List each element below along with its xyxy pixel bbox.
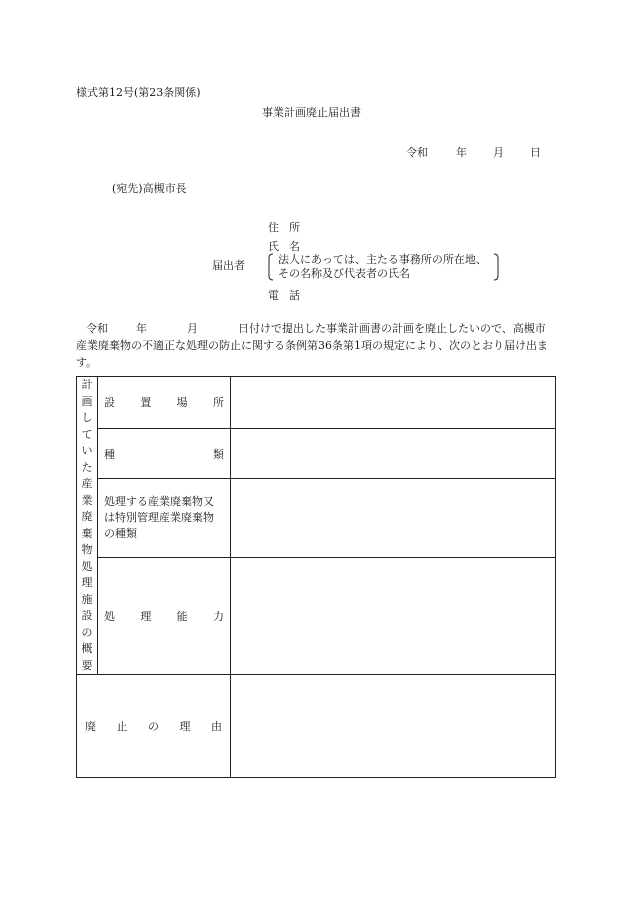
- capacity-label-char: 理: [140, 610, 152, 623]
- location-label-char: 所: [212, 396, 224, 410]
- reason-label-char: 由: [211, 720, 222, 733]
- group-label-char: 画: [81, 394, 93, 408]
- body-paragraph: 日付けで提出した事業計画書の計画を廃止したいので、高槻市産業廃棄物の不適正な処理の防止に関する条例第36条第1項の規定により、次のとおり届け出ます。: [76, 322, 548, 369]
- body-month: 月: [187, 322, 198, 335]
- type-value[interactable]: [231, 428, 556, 479]
- name-label: 氏名: [268, 240, 310, 253]
- reason-label-char: の: [148, 720, 159, 733]
- row-label-location: [98, 377, 231, 429]
- group-label-char: 施: [81, 592, 93, 606]
- group-label-char: 計: [81, 378, 93, 391]
- reason-label-char: 止: [116, 720, 128, 733]
- row-label-reason: [77, 675, 231, 778]
- group-label-char: 設: [81, 609, 93, 622]
- row-label-waste-type: 処理する産業廃棄物又は特別管理産業廃棄物の種類: [98, 479, 231, 558]
- group-label-char: 廃: [81, 510, 93, 523]
- group-label-char: て: [81, 427, 93, 441]
- address-label: 住所: [268, 221, 310, 234]
- type-label-char: 類: [213, 447, 224, 461]
- right-bracket-icon: [493, 253, 499, 281]
- reason-label-char: 理: [179, 720, 191, 733]
- row-label-capacity: [98, 558, 231, 675]
- capacity-label-char: 力: [212, 610, 224, 623]
- date-year: 年: [456, 146, 467, 159]
- corporate-note: [268, 253, 497, 281]
- capacity-label: [104, 608, 224, 624]
- location-label-char: 場: [176, 396, 188, 410]
- location-label-char: 置: [140, 396, 152, 410]
- group-label-char: 概: [81, 642, 93, 655]
- notifier-label: 届出者: [212, 259, 245, 272]
- capacity-label-char: 処: [104, 610, 115, 623]
- group-label-char: 業: [81, 493, 93, 507]
- facility-table: [76, 376, 556, 778]
- phone-label: 電話: [268, 289, 310, 302]
- body-era: 令和: [86, 322, 108, 335]
- date-month: 月: [493, 146, 504, 159]
- location-label: [104, 394, 224, 410]
- date-day: 日: [530, 146, 541, 159]
- group-label-char: い: [81, 444, 93, 457]
- corporate-note-line2: その名称及び代表者の氏名: [278, 267, 410, 280]
- location-label-char: 設: [104, 396, 115, 410]
- form-number: 様式第12号(第23条関係): [76, 86, 201, 99]
- document-title: 事業計画廃止届出書: [262, 106, 361, 119]
- reason-label-char: 廃: [85, 720, 96, 733]
- capacity-label-char: 能: [176, 610, 188, 623]
- facility-overview-group-label: [77, 377, 98, 675]
- location-value[interactable]: [231, 377, 556, 429]
- waste-type-value[interactable]: [231, 479, 556, 558]
- body-text: [76, 320, 554, 371]
- addressee: (宛先)高槻市長: [112, 182, 187, 195]
- group-label-char: 産: [81, 477, 93, 490]
- date-era: 令和: [406, 146, 428, 159]
- group-label-char: 物: [81, 543, 93, 556]
- group-label-char: た: [81, 460, 93, 474]
- type-label-char: 種: [104, 447, 115, 461]
- group-label-char: 処: [81, 559, 93, 573]
- corporate-note-line1: 法人にあっては、主たる事務所の所在地、: [278, 253, 487, 266]
- group-label-char: 棄: [81, 526, 93, 540]
- group-label-text: [77, 377, 97, 674]
- group-label-char: し: [81, 411, 93, 424]
- type-label: [104, 446, 224, 462]
- reason-label: [85, 718, 222, 734]
- capacity-value[interactable]: [231, 558, 556, 675]
- left-bracket-icon: [268, 253, 274, 281]
- group-label-char: の: [81, 625, 93, 639]
- group-label-char: 要: [81, 658, 93, 672]
- row-label-type: [98, 428, 231, 479]
- reason-value[interactable]: [231, 675, 556, 778]
- body-year: 年: [136, 322, 147, 335]
- group-label-char: 理: [81, 576, 93, 589]
- date-line: [406, 144, 541, 160]
